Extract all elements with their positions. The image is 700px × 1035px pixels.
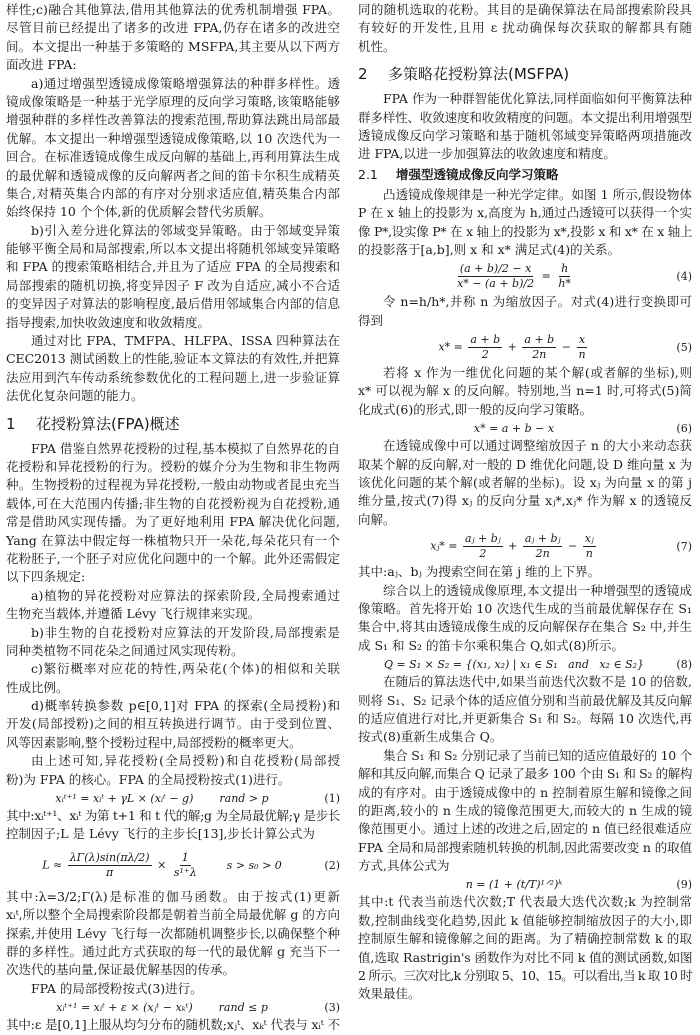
section-title: 增强型透镜成像反向学习策略	[396, 166, 559, 182]
text-line: 集合中,将其由透镜成像生成的反向解保存在集合 S₂ 中,并生	[358, 619, 692, 635]
denominator: 2n	[535, 546, 550, 560]
text-line: 群的多样性。通过此方式获取的每一代的最优解 g 充当下一	[6, 943, 340, 959]
text-line: 由上述可知,异花授粉(全局授粉)和自花授粉(局部授	[31, 753, 340, 769]
text-line: FPA 借鉴自然界花授粉的过程,基本模拟了自然界花的自	[31, 440, 340, 456]
equation-condition: s > s₀ > 0	[226, 859, 282, 873]
formula	[466, 878, 563, 891]
fraction	[463, 532, 503, 561]
text-line: 向解。	[358, 511, 396, 527]
text-line: 方式,具体公式为	[358, 858, 450, 874]
equation-number: (3)	[324, 1000, 340, 1014]
text-line: 集合,对精英集合内部的有序对分别求适应值,精英集合内部	[6, 185, 340, 201]
fraction	[556, 262, 573, 291]
equation	[358, 330, 692, 364]
paragraph	[358, 437, 692, 529]
paragraph	[6, 332, 340, 406]
equation-number: (8)	[676, 657, 692, 671]
fraction	[455, 262, 536, 291]
fraction	[172, 851, 199, 880]
text-line: 2 所示。三次对比,k 分别取 5、10、15。可以看出,当 k 取 10 时	[358, 968, 692, 984]
numerator: λΓ(λ)sin(πλ/2)	[69, 851, 150, 865]
paragraph	[358, 563, 692, 581]
text-line: 凸透镜成像规律是一种光学定律。如图 1 所示,假设物体	[383, 186, 692, 202]
formula-term: xᵢᵗ⁺¹ = xᵢᵗ + γL × (xᵢᵗ − g)	[55, 791, 194, 805]
text-line: 花授粉和异花授粉的行为。授粉的媒介分为生物和非生物两	[6, 458, 340, 474]
text-line: 数,控制曲线变化趋势,因此 k 值能够控制缩放因子的大小,即	[358, 912, 692, 928]
text-line: 法应用到汽车传动系统参数优化的工程问题上,进一步验证算	[6, 369, 340, 385]
text-line: 其中:ε 是[0,1]上服从均匀分布的随机数;xⱼᵗ、xₖᵗ 代表与 xᵢᵗ 不	[6, 1017, 340, 1033]
numerator: 1	[181, 851, 189, 865]
equation-number: (6)	[676, 421, 692, 435]
text-line: 间。本文提出一种基于多策略的 MSFPA,其主要从以下两方	[6, 38, 340, 54]
text-line: 则将 S₁、S₂ 记录个体的适应值分别和当前最优解及其反向解	[358, 692, 692, 708]
text-line: 透镜成像反向学习策略和基于随机邻域变异策略两项措施改	[358, 127, 692, 143]
equation	[6, 998, 340, 1016]
paragraph	[358, 90, 692, 164]
formula-term: +	[504, 539, 521, 553]
formula-term: x* = a + b − x	[473, 421, 555, 435]
fraction	[576, 333, 587, 362]
text-line: 像范围更小。通过上述的改进之后,固定的 n 值已经很难适应	[358, 821, 692, 837]
numerator: a + b	[524, 332, 555, 346]
text-line: 和 FPA 的搜索策略相结合,并且为了适应 FPA 的全局搜索和	[6, 259, 340, 275]
fraction	[468, 333, 502, 362]
equation	[358, 259, 692, 293]
text-line: 有较好的开发性,且用 ε 扰动确保每次获取的解都具有随	[358, 20, 692, 36]
equation	[358, 655, 692, 673]
text-line: 解和其反向解,而集合 Q 记录了最多 100 个由 S₁ 和 S₂ 的解构	[358, 766, 693, 782]
denominator: n	[578, 347, 586, 361]
fraction	[68, 851, 152, 880]
formula-term: =	[538, 269, 555, 283]
text-line: 能够平衡全局和局部搜索,所以本文提出将随机邻域变异策略	[6, 241, 340, 257]
text-line: Yang 在算法中假定每一株植物只开一朵花,每朵花只有一个	[6, 532, 340, 548]
formula-term: xᵢᵗ⁺¹ = xᵢᵗ + ε × (xⱼᵗ − xₖᵗ)	[56, 1000, 193, 1014]
fraction	[523, 532, 563, 561]
text-line: 群多样性、收敛速度和收敛精度的问题。本文提出利用增强型	[358, 109, 692, 125]
equation-condition: rand ≤ p	[218, 1000, 268, 1014]
paragraph	[6, 697, 340, 752]
subsection-heading	[358, 164, 692, 186]
denominator: x* − (a + b)/2	[457, 276, 535, 290]
numerator: aⱼ + bⱼ	[524, 531, 561, 545]
denominator: 2n	[532, 347, 547, 361]
left-column	[6, 1, 340, 1035]
formula	[384, 658, 644, 671]
formula-term: Q = S₁ × S₂ = {(x₁, x₂) | x₁ ∈ S₁ and x₂ ∈ S₂}	[383, 657, 645, 671]
denominator: h*	[558, 276, 571, 290]
text-line: 综合以上的透镜成像原理,本文提出一种增强型的透镜成	[383, 582, 692, 598]
text-line: 若将 x 作为一维优化问题的某个解(或者解的坐标),则	[383, 365, 692, 381]
text-line: 优解。本文提出一种增强型透镜成像策略,以 10 次迭代为一	[6, 130, 340, 146]
text-line: 在透镜成像中可以通过调整缩放因子 n 的大小来动态获	[383, 438, 692, 454]
text-line: 成 S₁ 和 S₂ 的笛卡尔乘积集合 Q,如式(8)所示。	[358, 637, 624, 653]
equation	[358, 419, 692, 437]
section-number: 2	[358, 65, 368, 84]
text-line: 局部搜索的随机切换,将变异因子 F 改为自适应,减小不合适	[6, 277, 340, 293]
text-line: b)非生物的自花授粉对应算法的开发阶段,局部搜索是	[31, 624, 340, 640]
text-line: 其中:aⱼ、bⱼ 为搜索空间在第 j 维的上下界。	[358, 564, 601, 580]
formula-term: −	[558, 340, 575, 354]
text-line: 化成式(6)的形式,即一般的反向学习策略。	[358, 401, 593, 417]
formula-term: n = (1 + (t/T)¹ᐟ²)ᵏ	[465, 877, 563, 891]
text-line: 机性。	[358, 38, 396, 54]
text-line: 粉)为 FPA 的核心。FPA 的全局授粉按式(1)进行。	[6, 771, 291, 787]
paragraph	[6, 1016, 340, 1034]
paragraph	[358, 747, 692, 876]
text-line: 控制原生解和镜像解之间的距离。为了精确控制常数 k 的取	[358, 931, 692, 947]
text-line: c)繁衍概率对应花的特性,两朵花(个体)的相似和关联	[31, 661, 340, 677]
section-heading	[6, 406, 340, 440]
text-line: 回合。在标准透镜成像生成反向解的基础上,再利用算法生成	[6, 149, 340, 165]
text-line: 样性;c)融合其他算法,借用其他算法的优秀机制增强 FPA。	[6, 2, 340, 17]
text-line: FPA 作为一种群智能优化算法,同样面临如何平衡算法种	[383, 91, 692, 107]
section-number: 2.1	[358, 166, 378, 182]
text-line: 生物充当载体,并遵循 Lévy 飞行规律来实现。	[6, 606, 261, 622]
text-line: 按式(8)重新生成集合 Q。	[358, 729, 503, 745]
equation	[358, 529, 692, 563]
text-line: 种。生物授粉的过程视为异花授粉,一般由动物或者昆虫充当	[6, 477, 340, 493]
text-line: 花粉胚子,一个胚子对应优化问题中的一个解。此外还需假定	[6, 550, 340, 566]
paragraph	[6, 752, 340, 789]
text-line: 在随后的算法迭代中,如果当前迭代次数不是 10 的倍数,	[383, 674, 692, 690]
text-line: 镜成像策略是一种基于光学原理的反向学习策略,该策略能够	[6, 93, 340, 109]
formula-term: xⱼ* =	[430, 539, 462, 553]
paragraph	[6, 980, 340, 998]
text-line: P 在 x 轴上的投影为 x,高度为 h,通过凸透镜可以获得一个实	[358, 205, 692, 221]
equation-number: (9)	[676, 877, 692, 891]
text-line: 指导搜索,加快收敛速度和收敛精度。	[6, 314, 210, 330]
text-line: 该优化问题的某个解(或者解的坐标)。设 xⱼ 为向量 x 的第 j	[358, 475, 692, 491]
text-line: 像 P*,设实像 P* 在 x 轴上的投影为 x*,投影 x 和 x* 在 x 轴上	[358, 223, 693, 239]
text-line: 常是借助风实现传播。为了更好地利用 FPA 解决优化问题,	[6, 514, 340, 530]
text-line: 其中:t 代表当前迭代次数;T 代表最大迭代次数;k 为控制常	[358, 894, 692, 910]
equation-number: (7)	[676, 539, 692, 553]
text-line: 得到	[358, 312, 384, 328]
paragraph	[6, 587, 340, 624]
text-line: 性成比例。	[6, 679, 69, 695]
text-line: 的距离,较小的 n 生成的镜像范围更大,而较大的 n 生成的镜	[358, 802, 692, 818]
paragraph	[6, 807, 340, 844]
text-line: 的适应值进行对比,并更新集合 S₁ 和 S₂。每隔 10 次迭代,再	[358, 710, 692, 726]
text-line: 探索,并使用 Lévy 飞行每一次都随机调整步长,以确保整个种	[6, 925, 340, 941]
text-line: 维分量,按式(7)得 xⱼ 的反向分量 xⱼ*,xⱼ* 作为解 x 的透镜反	[358, 493, 692, 509]
text-line: 成的有序对。由于透镜成像中的 n 控制着原生解和镜像之间	[358, 784, 692, 800]
text-line: 进 FPA,以进一步加强算法的收敛速度和精度。	[358, 146, 616, 162]
text-line: 效果最佳。	[358, 986, 421, 1002]
text-line: a)植物的异花授粉对应算法的探索阶段,全局搜索通过	[31, 587, 340, 603]
equation	[6, 789, 340, 807]
denominator: 2	[481, 347, 489, 361]
text-line: 始终保持 10 个个体,新的优质解会替代劣质解。	[6, 204, 272, 220]
text-line: a)通过增强型透镜成像策略增强算法的种群多样性。透	[31, 75, 340, 91]
equation	[358, 875, 692, 893]
text-line: CEC2013 测试函数上的性能,验证本文算法的有效性,并把算	[6, 351, 340, 367]
text-line: 其中:xᵢᵗ⁺¹、xᵢᵗ 为第 t+1 和 t 代的解;g 为全局最优解;γ 是步长	[6, 808, 341, 824]
formula	[430, 532, 598, 561]
formula	[56, 1001, 193, 1014]
paragraph	[6, 222, 340, 332]
text-line: 通过对比 FPA、TMFPA、HLFPA、ISSA 四种算法在	[31, 333, 340, 349]
formula-term: ×	[153, 858, 170, 872]
formula	[438, 333, 589, 362]
paragraph	[358, 893, 692, 1003]
paragraph	[6, 1, 340, 75]
equation-number: (5)	[676, 340, 692, 354]
text-line: 开发(局部授粉)之间的相互转换进行调节。由于受到位置、	[6, 716, 340, 732]
denominator: n	[585, 546, 593, 560]
paragraph	[358, 673, 692, 747]
paragraph	[6, 440, 340, 587]
numerator: a + b	[470, 332, 501, 346]
text-line: 载体,可在大范围内传播;非生物的自花授粉视为自花授粉,通	[6, 495, 340, 511]
paragraph	[358, 364, 692, 419]
text-line: 的变异因子对算法的影响程度,最后借用邻域集合内部的信息	[6, 296, 340, 312]
text-line: 集合 S₁ 和 S₂ 分别记录了当前已知的适应值最好的 10 个	[383, 747, 692, 763]
text-line: 控制因子;L 是 Lévy 飞行的主步长[13],步长计算公式为	[6, 826, 315, 842]
numerator: h	[561, 261, 569, 275]
fraction	[522, 333, 556, 362]
paragraph	[358, 582, 692, 656]
formula	[55, 792, 193, 805]
fraction	[583, 532, 596, 561]
paragraph	[6, 624, 340, 661]
text-line: b)引入差分进化算法的邻域变异策略。由于邻域变异策	[31, 222, 340, 238]
formula	[474, 422, 554, 435]
text-line: 的最优解和透镜成像的反向解两者之间的笛卡尔积生成精英	[6, 167, 340, 183]
text-line: 面改进 FPA:	[6, 57, 77, 73]
text-line: 尽管目前已经提出了诸多的改进 FPA,仍存在诸多的改进空	[6, 20, 340, 36]
numerator: xⱼ	[584, 531, 594, 545]
denominator: π	[106, 866, 114, 880]
section-heading	[358, 56, 692, 90]
text-line: 次迭代的基向量,保证最优解基因的传承。	[6, 962, 235, 978]
section-title: 花授粉算法(FPA)概述	[36, 414, 180, 433]
equation-number: (2)	[324, 859, 340, 873]
equation	[6, 844, 340, 888]
text-line: 同的随机选取的花粉。其目的是确保算法在局部搜索阶段具	[358, 2, 692, 17]
section-title: 多策略花授粉算法(MSFPA)	[388, 65, 570, 84]
numerator: aⱼ + bⱼ	[465, 531, 501, 545]
text-line: 法优化复杂问题的能力。	[6, 388, 144, 404]
text-line: 像策略。首先将开始 10 次迭代生成的当前最优解保存在 S₁	[358, 600, 692, 616]
formula	[453, 262, 575, 291]
denominator: s¹⁺λ	[173, 866, 197, 880]
text-line: 值,选取 Rastrigin's 函数作为对比不同 k 值的测试函数,如图	[358, 949, 693, 965]
paragraph	[358, 186, 692, 260]
paragraph	[358, 293, 692, 330]
text-line: d)概率转换参数 p∈[0,1]对 FPA 的探索(全局授粉)和	[31, 698, 340, 714]
equation-condition: rand > p	[219, 791, 269, 805]
text-line: xᵢᵗ,所以整个全局搜索阶段都是朝着当前全局最优解 g 的方向	[6, 907, 340, 923]
text-line: FPA 全局和局部搜索随机转换的机制,因此需要改变 n 的取值	[358, 839, 692, 855]
text-line: 同种类植物不同花朵之间通过风实现传粉。	[6, 642, 244, 658]
text-line: x* 可以视为解 x 的反向解。特别地,当 n=1 时,可将式(5)简	[358, 383, 692, 399]
paragraph	[6, 660, 340, 697]
formula-term: +	[504, 340, 521, 354]
numerator: x	[578, 332, 586, 346]
equation-number: (1)	[324, 791, 340, 805]
formula-term: x* =	[438, 340, 467, 354]
text-line: 令 n=h/h*,并称 n 为缩放因子。对式(4)进行变换即可	[383, 294, 692, 310]
paragraph	[358, 1, 692, 56]
formula-term: −	[564, 539, 581, 553]
text-line: 以下四条规定:	[6, 569, 86, 585]
text-line: FPA 的局部授粉按式(3)进行。	[31, 980, 203, 996]
paragraph	[6, 888, 340, 980]
text-line: 其中:λ=3/2;Γ(λ)是标准的伽马函数。由于按式(1)更新	[6, 888, 340, 904]
text-line: 风等因素影响,整个授粉过程中,局部授粉的概率更大。	[6, 734, 302, 750]
paragraph	[6, 75, 340, 222]
denominator: 2	[479, 546, 487, 560]
text-line: 的投影落于[a,b],则 x 和 x* 满足式(4)的关系。	[358, 241, 621, 257]
right-column	[358, 1, 692, 1004]
text-line: 取某个解的反向解,对一般的 D 维优化问题,设 D 维向量 x 为	[358, 456, 692, 472]
formula-term: L ≈	[42, 858, 66, 872]
section-number: 1	[6, 414, 16, 433]
equation-number: (4)	[676, 269, 692, 283]
text-line: 增强种群的多样性改善算法的搜索范围,帮助算法跳出局部最	[6, 112, 340, 128]
formula	[42, 851, 200, 880]
numerator: (a + b)/2 − x	[459, 261, 532, 275]
